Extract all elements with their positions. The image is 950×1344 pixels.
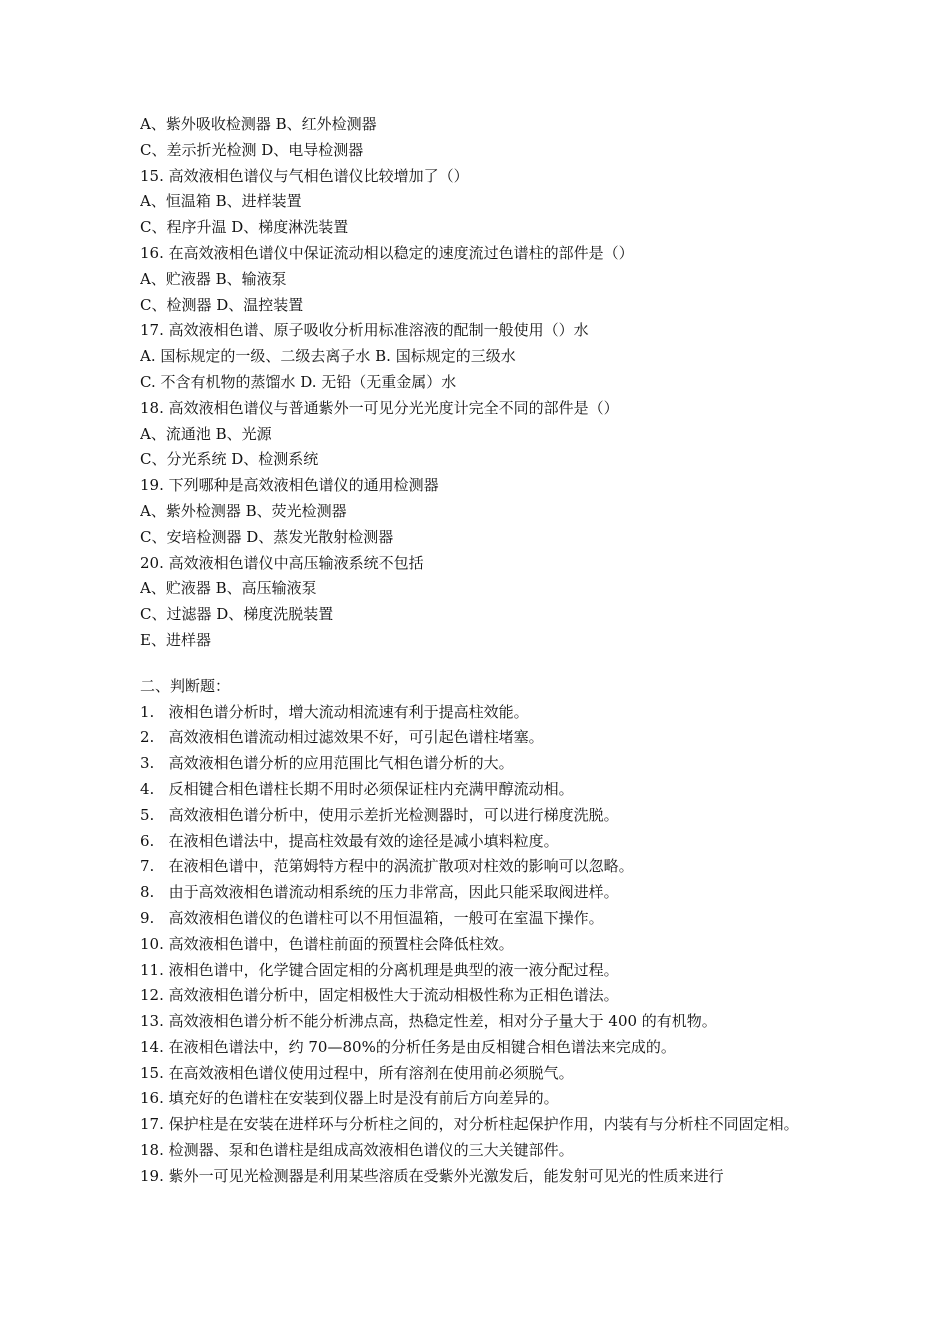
judge-item: 7. 在液相色谱中，范第姆特方程中的涡流扩散项对柱效的影响可以忽略。 — [140, 857, 634, 876]
judge-item: 13. 高效液相色谱分析不能分析沸点高，热稳定性差，相对分子量大于 400 的有机物。 — [140, 1012, 717, 1031]
document-page — [140, 112, 820, 1190]
judge-item: 19. 紫外一可见光检测器是利用某些溶质在受紫外光激发后，能发射可见光的性质来进行 — [140, 1166, 724, 1185]
judge-item: 14. 在液相色谱法中，约 70—80%的分析任务是由反相键合相色谱法来完成的。 — [140, 1037, 676, 1056]
text-line: C、过滤器 D、梯度洗脱装置 — [140, 605, 334, 624]
text-line: E、进样器 — [140, 630, 211, 649]
choice-questions-section — [140, 112, 820, 654]
text-line: A、贮液器 B、高压输液泵 — [140, 579, 317, 598]
question-16: 16. 在高效液相色谱仪中保证流动相以稳定的速度流过色谱柱的部件是（） — [140, 243, 634, 262]
judge-item: 2. 高效液相色谱流动相过滤效果不好，可引起色谱柱堵塞。 — [140, 728, 544, 747]
judge-item: 9. 高效液相色谱仪的色谱柱可以不用恒温箱，一般可在室温下操作。 — [140, 908, 604, 927]
text-line: A、贮液器 B、输液泵 — [140, 269, 287, 288]
judge-item: 4. 反相键合相色谱柱长期不用时必须保证柱内充满甲醇流动相。 — [140, 779, 574, 798]
question-17: 17. 高效液相色谱、原子吸收分析用标准溶液的配制一般使用（）水 — [140, 321, 589, 340]
question-20: 20. 高效液相色谱仪中高压输液系统不包括 — [140, 553, 424, 572]
text-line: A、紫外检测器 B、荧光检测器 — [140, 501, 347, 520]
text-line: C、检测器 D、温控装置 — [140, 295, 304, 314]
text-line: A、紫外吸收检测器 B、红外检测器 — [140, 115, 377, 133]
true-false-section — [140, 674, 820, 1190]
text-line: C. 不含有机物的蒸馏水 D. 无铅（无重金属）水 — [140, 372, 457, 391]
section-heading: 二、判断题： — [140, 676, 231, 695]
question-15: 15. 高效液相色谱仪与气相色谱仪比较增加了（） — [140, 166, 469, 185]
judge-item: 8. 由于高效液相色谱流动相系统的压力非常高，因此只能采取阀进样。 — [140, 883, 619, 902]
judge-item: 3. 高效液相色谱分析的应用范围比气相色谱分析的大。 — [140, 754, 514, 773]
text-line: C、分光系统 D、检测系统 — [140, 450, 319, 469]
judge-item: 6. 在液相色谱法中，提高柱效最有效的途径是减小填料粒度。 — [140, 831, 559, 850]
question-19: 19. 下列哪种是高效液相色谱仪的通用检测器 — [140, 476, 439, 495]
judge-item: 11. 液相色谱中，化学键合固定相的分离机理是典型的液一液分配过程。 — [140, 960, 619, 979]
section-gap — [140, 654, 820, 674]
judge-item: 5. 高效液相色谱分析中，使用示差折光检测器时，可以进行梯度洗脱。 — [140, 805, 619, 824]
judge-item: 12. 高效液相色谱分析中，固定相极性大于流动相极性称为正相色谱法。 — [140, 986, 619, 1005]
judge-item: 15. 在高效液相色谱仪使用过程中，所有溶剂在使用前必须脱气。 — [140, 1063, 574, 1082]
judge-item: 17. 保护柱是在安装在进样环与分析柱之间的，对分析柱起保护作用，内装有与分析柱不同固定相。 — [140, 1115, 799, 1134]
text-line: C、安培检测器 D、蒸发光散射检测器 — [140, 527, 394, 546]
text-line: A、流通池 B、光源 — [140, 424, 272, 443]
text-line: C、程序升温 D、梯度淋洗装置 — [140, 218, 349, 237]
judge-item: 16. 填充好的色谱柱在安装到仪器上时是没有前后方向差异的。 — [140, 1089, 559, 1108]
text-line: A、恒温箱 B、进样装置 — [140, 192, 302, 211]
question-18: 18. 高效液相色谱仪与普通紫外一可见分光光度计完全不同的部件是（） — [140, 398, 619, 417]
text-line: A. 国标规定的一级、二级去离子水 B. 国标规定的三级水 — [140, 347, 516, 366]
judge-item: 18. 检测器、泵和色谱柱是组成高效液相色谱仪的三大关键部件。 — [140, 1141, 574, 1160]
judge-item: 10. 高效液相色谱中，色谱柱前面的预置柱会降低柱效。 — [140, 934, 514, 953]
judge-item: 1. 液相色谱分析时，增大流动相流速有利于提高柱效能。 — [140, 702, 529, 721]
text-line: C、差示折光检测 D、电导检测器 — [140, 140, 364, 159]
